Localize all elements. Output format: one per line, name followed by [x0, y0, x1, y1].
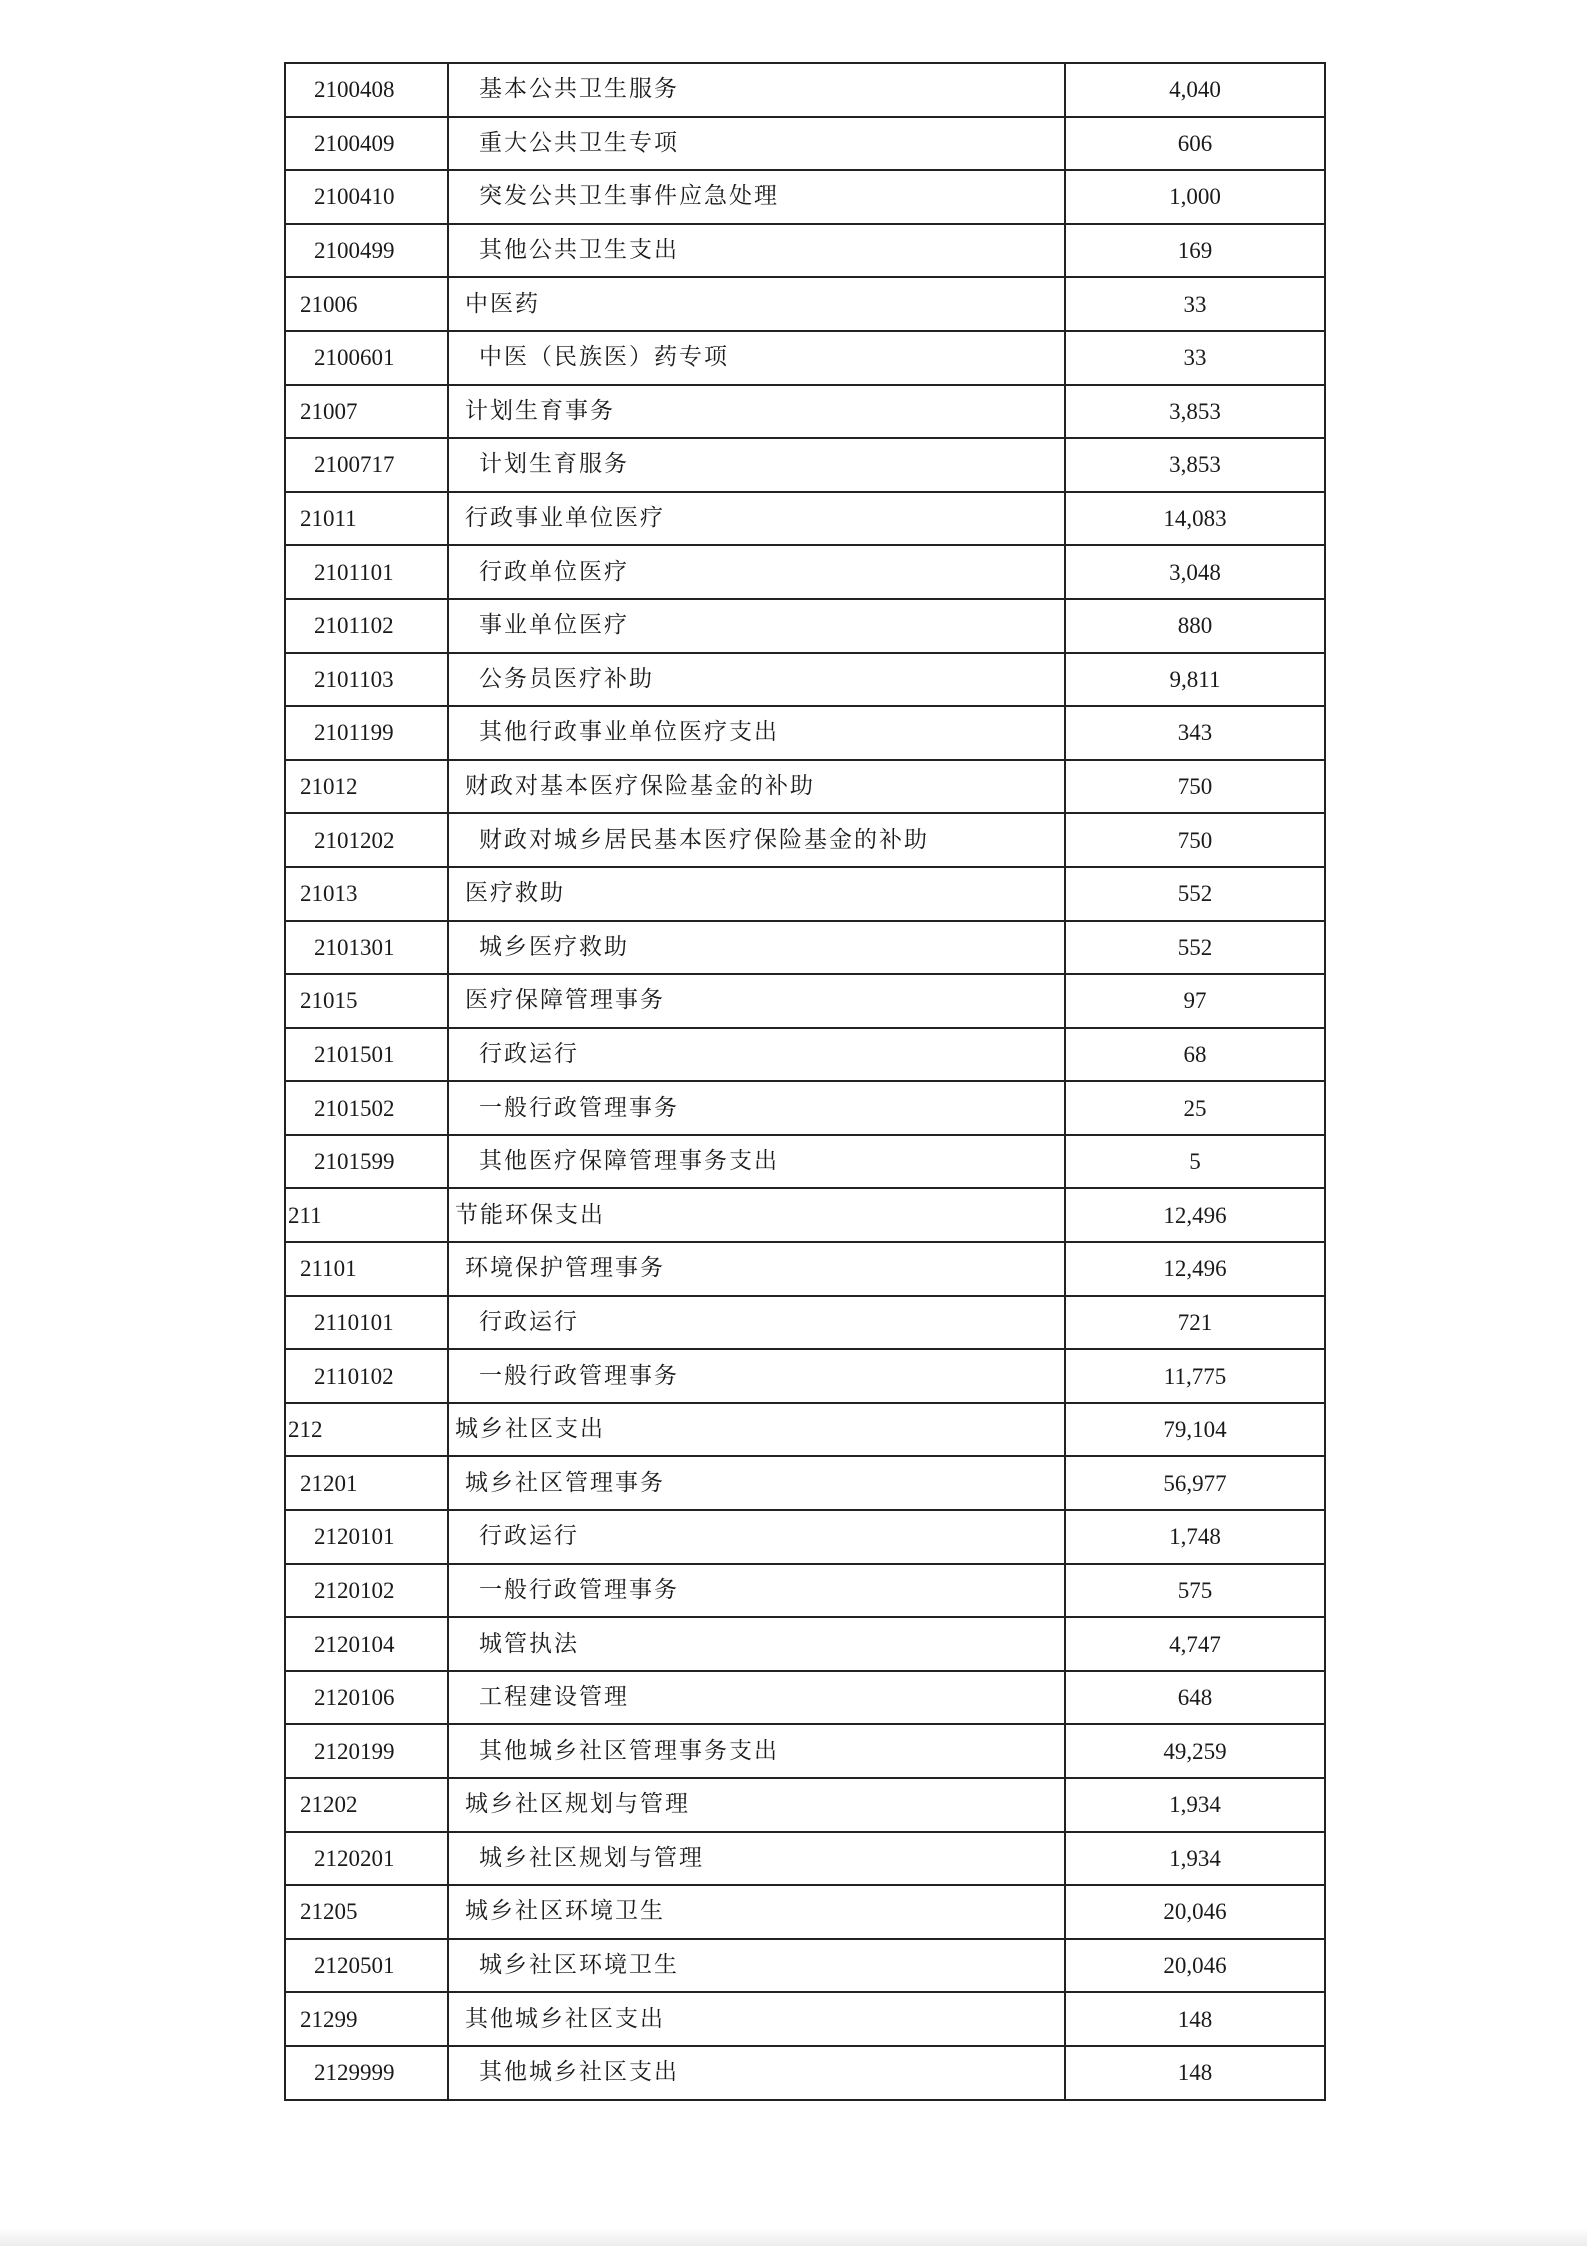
- table-row: [285, 1296, 1325, 1350]
- amount: 552: [1065, 921, 1325, 975]
- subject-code: 2129999: [285, 2046, 448, 2100]
- amount: 79,104: [1065, 1403, 1325, 1457]
- table-row: [285, 1456, 1325, 1510]
- amount: 4,747: [1065, 1617, 1325, 1671]
- amount: 12,496: [1065, 1242, 1325, 1296]
- amount: 169: [1065, 224, 1325, 278]
- subject-code: 21101: [285, 1242, 448, 1296]
- amount: 343: [1065, 706, 1325, 760]
- amount: 148: [1065, 2046, 1325, 2100]
- table-row: [285, 224, 1325, 278]
- table-row: [285, 438, 1325, 492]
- subject-name: 城乡社区环境卫生: [448, 1939, 1065, 1993]
- table-row: [285, 1778, 1325, 1832]
- table-row: [285, 117, 1325, 171]
- amount: 1,934: [1065, 1832, 1325, 1886]
- table-row: [285, 653, 1325, 707]
- amount: 721: [1065, 1296, 1325, 1350]
- table-row: [285, 545, 1325, 599]
- amount: 750: [1065, 760, 1325, 814]
- subject-name: 中医（民族医）药专项: [448, 331, 1065, 385]
- subject-name: 中医药: [448, 277, 1065, 331]
- subject-name: 城乡社区环境卫生: [448, 1885, 1065, 1939]
- subject-code: 21012: [285, 760, 448, 814]
- amount: 14,083: [1065, 492, 1325, 546]
- subject-name: 医疗保障管理事务: [448, 974, 1065, 1028]
- table-row: [285, 1885, 1325, 1939]
- amount: 648: [1065, 1671, 1325, 1725]
- table-row: [285, 599, 1325, 653]
- amount: 3,853: [1065, 385, 1325, 439]
- subject-code: 21013: [285, 867, 448, 921]
- subject-name: 城乡医疗救助: [448, 921, 1065, 975]
- subject-code: 2101199: [285, 706, 448, 760]
- subject-name: 一般行政管理事务: [448, 1081, 1065, 1135]
- table-row: [285, 813, 1325, 867]
- subject-name: 城乡社区规划与管理: [448, 1832, 1065, 1886]
- table-row: [285, 492, 1325, 546]
- table-row: [285, 1724, 1325, 1778]
- subject-code: 21006: [285, 277, 448, 331]
- subject-name: 其他行政事业单位医疗支出: [448, 706, 1065, 760]
- amount: 3,853: [1065, 438, 1325, 492]
- amount: 25: [1065, 1081, 1325, 1135]
- subject-code: 2120201: [285, 1832, 448, 1886]
- subject-code: 21015: [285, 974, 448, 1028]
- amount: 880: [1065, 599, 1325, 653]
- table-row: [285, 1992, 1325, 2046]
- table-row: [285, 1564, 1325, 1618]
- table-row: [285, 1135, 1325, 1189]
- amount: 20,046: [1065, 1939, 1325, 1993]
- table-row: [285, 760, 1325, 814]
- scan-bottom-edge: [0, 2228, 1587, 2246]
- subject-code: 21201: [285, 1456, 448, 1510]
- table-row: [285, 1349, 1325, 1403]
- subject-code: 2120102: [285, 1564, 448, 1618]
- table-row: [285, 1028, 1325, 1082]
- subject-name: 环境保护管理事务: [448, 1242, 1065, 1296]
- subject-name: 其他医疗保障管理事务支出: [448, 1135, 1065, 1189]
- table-row: [285, 277, 1325, 331]
- subject-code: 2120104: [285, 1617, 448, 1671]
- amount: 11,775: [1065, 1349, 1325, 1403]
- subject-name: 财政对基本医疗保险基金的补助: [448, 760, 1065, 814]
- subject-name: 工程建设管理: [448, 1671, 1065, 1725]
- subject-name: 其他城乡社区管理事务支出: [448, 1724, 1065, 1778]
- table-row: [285, 867, 1325, 921]
- subject-code: 2120501: [285, 1939, 448, 1993]
- subject-code: 2100601: [285, 331, 448, 385]
- subject-code: 2120199: [285, 1724, 448, 1778]
- table-row: [285, 1510, 1325, 1564]
- amount: 68: [1065, 1028, 1325, 1082]
- subject-code: 2100717: [285, 438, 448, 492]
- subject-code: 2101599: [285, 1135, 448, 1189]
- subject-code: 2100409: [285, 117, 448, 171]
- subject-name: 一般行政管理事务: [448, 1349, 1065, 1403]
- subject-code: 21011: [285, 492, 448, 546]
- subject-code: 2120106: [285, 1671, 448, 1725]
- subject-name: 一般行政管理事务: [448, 1564, 1065, 1618]
- table-row: [285, 1617, 1325, 1671]
- subject-name: 节能环保支出: [448, 1188, 1065, 1242]
- table-row: [285, 1939, 1325, 1993]
- amount: 49,259: [1065, 1724, 1325, 1778]
- subject-code: 2110102: [285, 1349, 448, 1403]
- table-row: [285, 706, 1325, 760]
- amount: 552: [1065, 867, 1325, 921]
- amount: 33: [1065, 331, 1325, 385]
- subject-code: 2100410: [285, 170, 448, 224]
- table-row: [285, 385, 1325, 439]
- subject-name: 行政运行: [448, 1296, 1065, 1350]
- subject-code: 21205: [285, 1885, 448, 1939]
- subject-name: 财政对城乡居民基本医疗保险基金的补助: [448, 813, 1065, 867]
- subject-name: 计划生育服务: [448, 438, 1065, 492]
- table-row: [285, 1081, 1325, 1135]
- subject-name: 其他公共卫生支出: [448, 224, 1065, 278]
- amount: 3,048: [1065, 545, 1325, 599]
- subject-name: 公务员医疗补助: [448, 653, 1065, 707]
- subject-code: 2101101: [285, 545, 448, 599]
- amount: 1,748: [1065, 1510, 1325, 1564]
- subject-name: 城乡社区支出: [448, 1403, 1065, 1457]
- amount: 20,046: [1065, 1885, 1325, 1939]
- amount: 5: [1065, 1135, 1325, 1189]
- subject-name: 城乡社区规划与管理: [448, 1778, 1065, 1832]
- subject-code: 2101102: [285, 599, 448, 653]
- table-row: [285, 1188, 1325, 1242]
- subject-code: 2101502: [285, 1081, 448, 1135]
- subject-name: 行政事业单位医疗: [448, 492, 1065, 546]
- subject-code: 2110101: [285, 1296, 448, 1350]
- subject-code: 2101301: [285, 921, 448, 975]
- subject-name: 医疗救助: [448, 867, 1065, 921]
- table-row: [285, 2046, 1325, 2100]
- amount: 148: [1065, 1992, 1325, 2046]
- table-body: [285, 63, 1325, 2100]
- subject-name: 计划生育事务: [448, 385, 1065, 439]
- budget-expenditure-table: [284, 62, 1326, 2101]
- subject-code: 2100499: [285, 224, 448, 278]
- amount: 4,040: [1065, 63, 1325, 117]
- subject-name: 行政单位医疗: [448, 545, 1065, 599]
- subject-name: 城乡社区管理事务: [448, 1456, 1065, 1510]
- table-row: [285, 1242, 1325, 1296]
- subject-code: 2120101: [285, 1510, 448, 1564]
- subject-code: 2101501: [285, 1028, 448, 1082]
- subject-code: 212: [285, 1403, 448, 1457]
- amount: 575: [1065, 1564, 1325, 1618]
- subject-code: 21202: [285, 1778, 448, 1832]
- table-row: [285, 974, 1325, 1028]
- table-row: [285, 1832, 1325, 1886]
- table-row: [285, 63, 1325, 117]
- amount: 33: [1065, 277, 1325, 331]
- subject-code: 2101202: [285, 813, 448, 867]
- subject-code: 2100408: [285, 63, 448, 117]
- amount: 750: [1065, 813, 1325, 867]
- table-row: [285, 921, 1325, 975]
- subject-name: 其他城乡社区支出: [448, 2046, 1065, 2100]
- table-row: [285, 170, 1325, 224]
- amount: 1,000: [1065, 170, 1325, 224]
- subject-code: 21299: [285, 1992, 448, 2046]
- subject-code: 211: [285, 1188, 448, 1242]
- subject-name: 突发公共卫生事件应急处理: [448, 170, 1065, 224]
- amount: 9,811: [1065, 653, 1325, 707]
- table-row: [285, 1671, 1325, 1725]
- subject-name: 城管执法: [448, 1617, 1065, 1671]
- amount: 1,934: [1065, 1778, 1325, 1832]
- subject-code: 21007: [285, 385, 448, 439]
- table-row: [285, 331, 1325, 385]
- subject-name: 重大公共卫生专项: [448, 117, 1065, 171]
- amount: 97: [1065, 974, 1325, 1028]
- subject-name: 基本公共卫生服务: [448, 63, 1065, 117]
- amount: 12,496: [1065, 1188, 1325, 1242]
- subject-name: 事业单位医疗: [448, 599, 1065, 653]
- amount: 56,977: [1065, 1456, 1325, 1510]
- amount: 606: [1065, 117, 1325, 171]
- subject-name: 其他城乡社区支出: [448, 1992, 1065, 2046]
- subject-code: 2101103: [285, 653, 448, 707]
- subject-name: 行政运行: [448, 1028, 1065, 1082]
- table-row: [285, 1403, 1325, 1457]
- subject-name: 行政运行: [448, 1510, 1065, 1564]
